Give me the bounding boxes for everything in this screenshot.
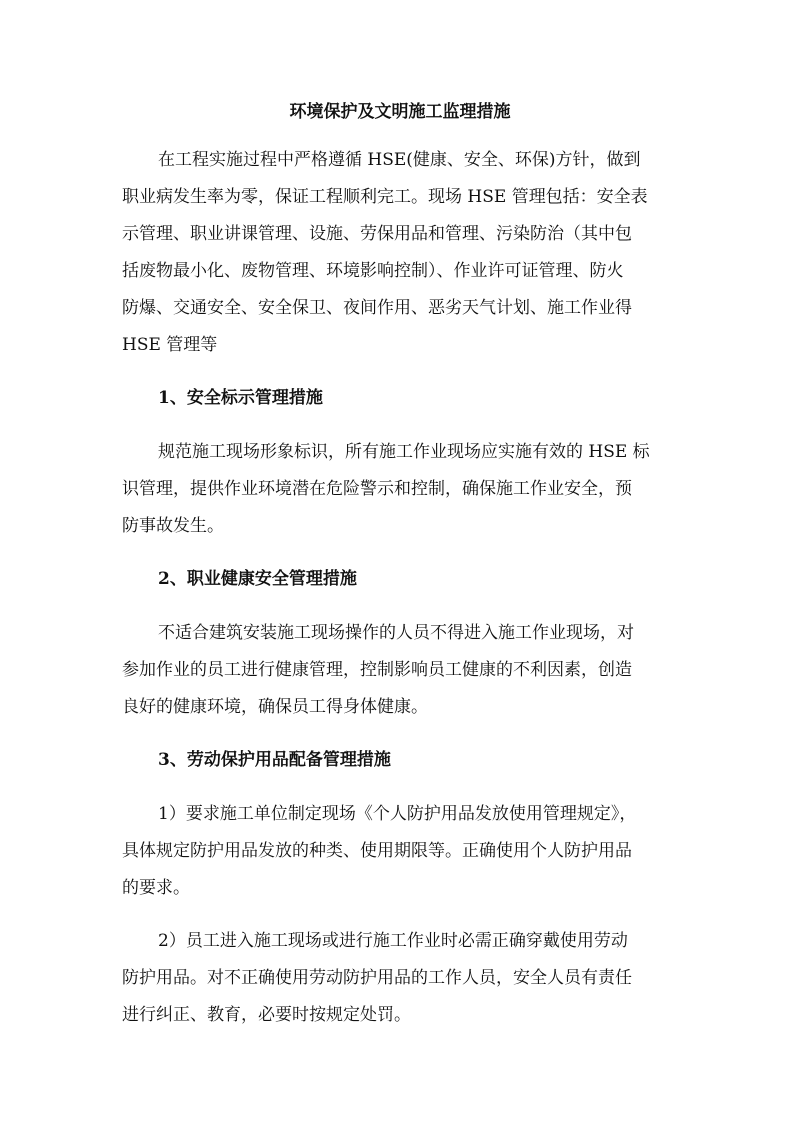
section2-line-3: 良好的健康环境，确保员工得身体健康。 [122,697,428,717]
intro-line-6: HSE 管理等 [122,335,218,355]
section3-item1-line-2: 具体规定防护用品发放的种类、使用期限等。正确使用个人防护用品 [122,841,632,861]
section1-line-1: 规范施工现场形象标识，所有施工作业现场应实施有效的 HSE 标 [158,442,650,462]
section3-item2-line-2: 防护用品。对不正确使用劳动防护用品的工作人员，安全人员有责任 [122,968,632,988]
section3-heading: 3、劳动保护用品配备管理措施 [158,750,391,770]
section2-line-2: 参加作业的员工进行健康管理，控制影响员工健康的不利因素，创造 [122,660,632,680]
intro-line-3: 示管理、职业讲课管理、设施、劳保用品和管理、污染防治（其中包 [122,224,632,244]
intro-line-4: 括废物最小化、废物管理、环境影响控制）、作业许可证管理、防火 [122,261,624,281]
document-title: 环境保护及文明施工监理措施 [289,102,511,122]
section2-heading: 2、职业健康安全管理措施 [158,569,357,589]
intro-line-1: 在工程实施过程中严格遵循 HSE(健康、安全、环保)方针，做到 [158,150,641,170]
intro-line-2: 职业病发生率为零，保证工程顺利完工。现场 HSE 管理包括：安全表 [122,187,648,207]
intro-line-5: 防爆、交通安全、安全保卫、夜间作用、恶劣天气计划、施工作业得 [122,298,632,318]
section2-line-1: 不适合建筑安装施工现场操作的人员不得进入施工作业现场，对 [158,623,634,643]
section3-item2-line-3: 进行纠正、教育，必要时按规定处罚。 [122,1005,411,1025]
section1-heading: 1、安全标示管理措施 [158,388,323,408]
section1-line-3: 防事故发生。 [122,516,224,536]
section1-line-2: 识管理，提供作业环境潜在危险警示和控制，确保施工作业安全，预 [122,479,632,499]
section3-item1-line-3: 的要求。 [122,878,190,898]
section3-item1-line-1: 1）要求施工单位制定现场《个人防护用品发放使用管理规定》， [158,804,637,824]
section3-item2-line-1: 2）员工进入施工现场或进行施工作业时必需正确穿戴使用劳动 [158,931,628,951]
